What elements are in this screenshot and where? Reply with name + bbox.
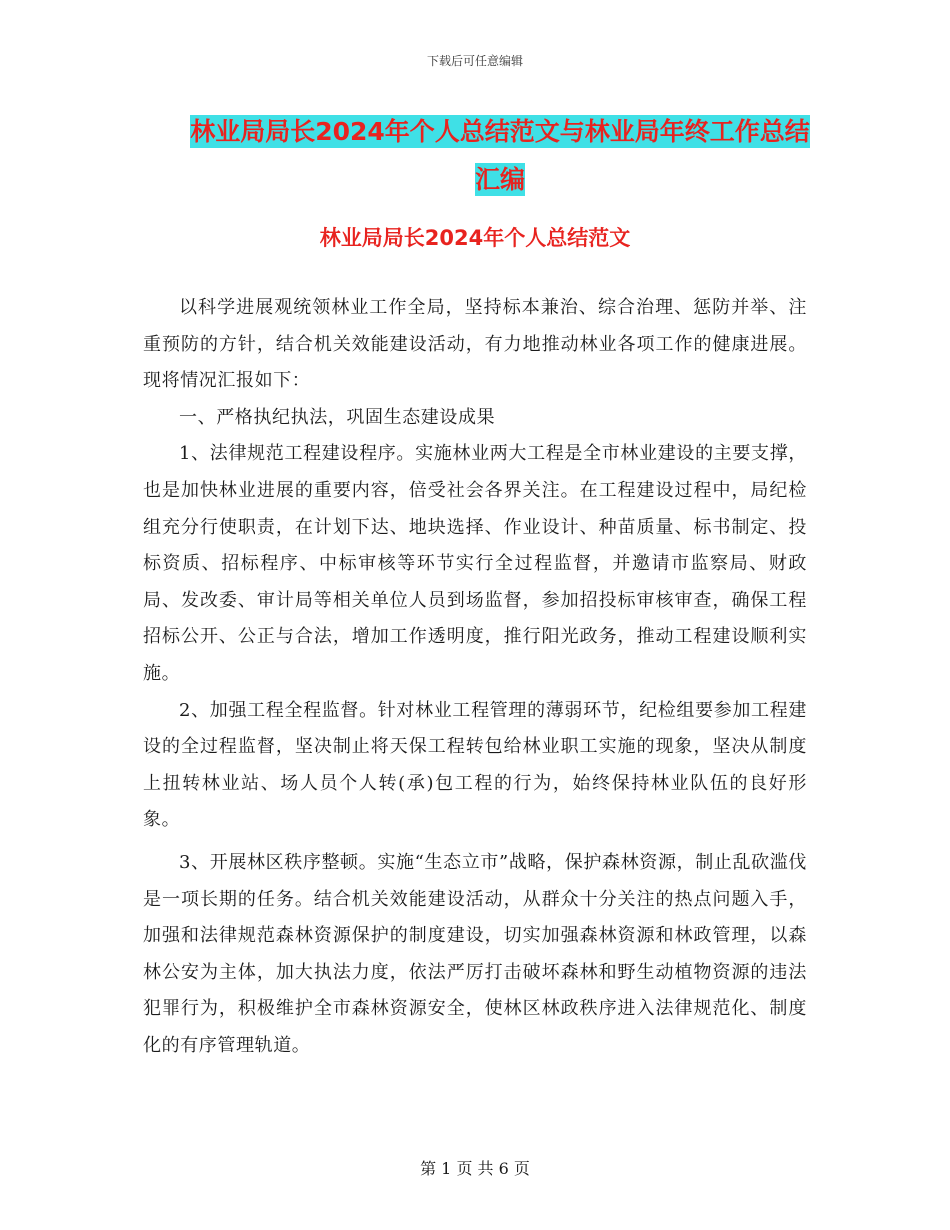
document-title-text: 林业局局长2024年个人总结范文与林业局年终工作总结汇编 bbox=[190, 117, 810, 194]
section-title: 林业局局长2024年个人总结范文 bbox=[319, 226, 631, 250]
paragraph-item-1: 1、法律规范工程建设程序。实施林业两大工程是全市林业建设的主要支撑，也是加快林业进展的重要内容，倍受社会各界关注。在工程建设过程中，局纪检组充分行使职责，在计划下达、地块选择、作业设计、种苗质量、标书制定、投标资质、招标程序、中标审核等环节实行全过程监督，并邀请市监察局、财政局、发改委、审计局等相关单位人员到场监督，参加招投标审核审查，确保工程招标公开、公正与合法，增加工作透明度，推行阳光政务，推动工程建设顺利实施。 bbox=[143, 443, 807, 684]
page-footer bbox=[0, 1156, 950, 1179]
document-body bbox=[143, 290, 807, 1064]
paragraph-heading-1: 一、严格执纪执法，巩固生态建设成果 bbox=[179, 406, 496, 428]
document-title bbox=[186, 108, 814, 204]
paragraph-item-3: 3、开展林区秩序整顿。实施“生态立市”战略，保护森林资源，制止乱砍滥伐是一项长期的任务。结合机关效能建设活动，从群众十分关注的热点问题入手，加强和法律规范森林资源保护的制度建设，切实加强森林资源和林政管理，以森林公安为主体，加大执法力度，依法严厉打击破坏森林和野生动植物资源的违法犯罪行为，积极维护全市森林资源安全，使林区林政秩序进入法律规范化、制度化的有序管理轨道。 bbox=[143, 851, 807, 1056]
header-note: 下载后可任意编辑 bbox=[426, 54, 523, 68]
paragraph-item-2: 2、加强工程全程监督。针对林业工程管理的薄弱环节，纪检组要参加工程建设的全过程监督，坚决制止将天保工程转包给林业职工实施的现象，坚决从制度上扭转林业站、场人员个人转(承)包工程的行为，始终保持林业队伍的良好形象。 bbox=[143, 699, 807, 831]
page-number: 第 1 页 共 6 页 bbox=[420, 1159, 530, 1178]
paragraph-intro: 以科学进展观统领林业工作全局，坚持标本兼治、综合治理、惩防并举、注重预防的方针，结合机关效能建设活动，有力地推动林业各项工作的健康进展。现将情况汇报如下： bbox=[143, 297, 807, 392]
